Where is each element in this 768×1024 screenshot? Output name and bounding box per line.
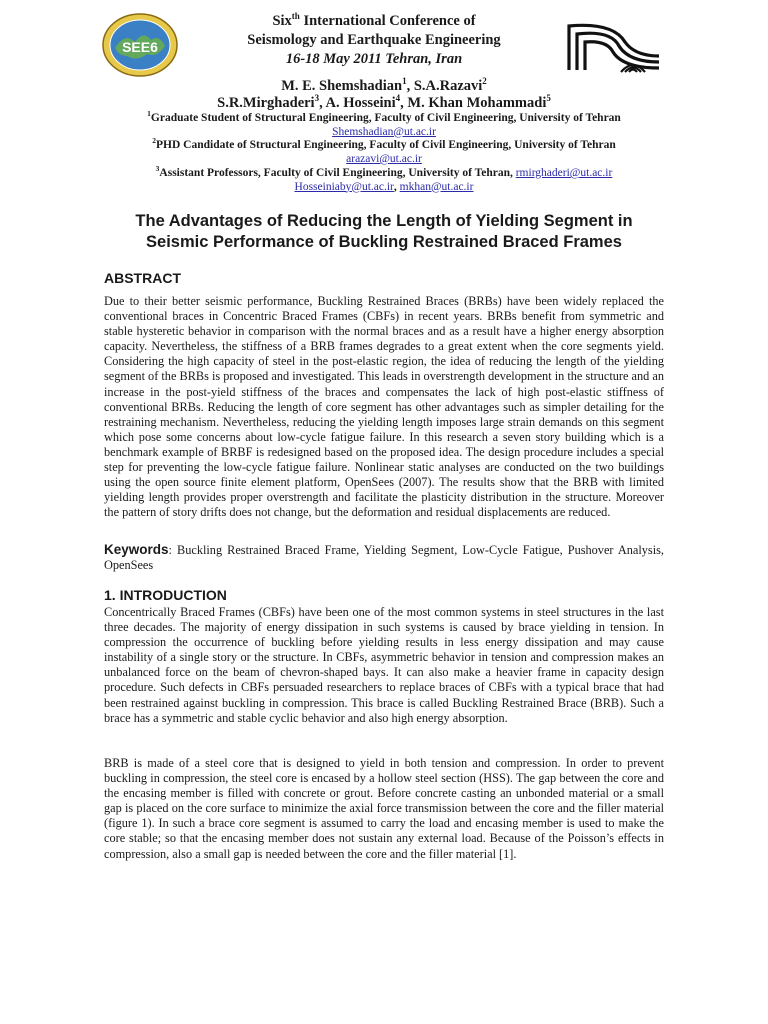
introduction-paragraph-2: BRB is made of a steel core that is designed to yield in both tension and compression. In order to prevent buckling in compression, the steel core is encased by a hollow steel section (HSS). The gap between the core and the encasing member is filled with concrete or grout. Before concrete casting an unbonded material or a small gap is placed on the core surface to minimize the axial force transmission between the core and the filler material (figure 1). In such a brace core segment is assumed to carry the load and encasing member is used to make the core stable; so that the encasing member does not sustain any external load. Because of the Poisson’s effects in compression, also a small gap is needed between the core and the filler material [1]. [104,756,664,861]
affiliation-3 [60,163,708,181]
author-name: , M. Khan Mohammadi [400,95,547,111]
email-link[interactable]: mkhan@ut.ac.ir [399,180,474,193]
conference-header [190,12,558,69]
email-link[interactable]: Shemshadian@ut.ac.ir [332,125,436,138]
abstract-heading: ABSTRACT [104,270,181,286]
affiliation-1 [60,109,708,126]
email-link[interactable]: rmirghaderi@ut.ac.ir [515,166,613,179]
conf-ordinal: Six [272,13,292,29]
author-name: , A. Hosseini [319,95,396,111]
introduction-paragraph-1: Concentrically Braced Frames (CBFs) have been one of the most common systems in steel structures in the last three decades. The majority of energy dissipation in such systems is caused by brace yielding in tension. In compression the occurrence of buckling before yielding results in less energy dissipation and may cause instability of a single story or the structure. In CBFs, asymmetric behavior in tension and compression makes an unbalanced force on the beam of chevron-shaped bays. It can also make a heavier frame in capacity design procedure. Such defects in CBFs persuaded researchers to replace braces of CBFs with a typical brace that had been restrained against buckling in compression. This brace is called Buckling Restrained Brace (BRB). Such a brace has a symmetric and stable cyclic behavior and also high energy absorption. [104,605,664,725]
aff-sup: 3 [155,163,160,173]
keywords [104,542,664,573]
author-line1 [60,78,708,95]
author-line2 [60,95,708,112]
title-line2: Seismic Performance of Buckling Restrained Braced Frames [146,233,622,251]
conf-line1-rest: International Conference of [299,13,476,29]
aff-text: Assistant Professors, Faculty of Civil Engineering, University of Tehran, [159,166,516,179]
introduction-heading: 1. INTRODUCTION [104,587,227,603]
author-sup: 2 [482,76,487,87]
conference-logo [101,12,179,78]
aff-sup: 1 [147,109,151,119]
conference-title-line2: Seismology and Earthquake Engineering [247,32,501,48]
paper-title [60,211,708,253]
keywords-text: : Buckling Restrained Braced Frame, Yielding Segment, Low-Cycle Fatigue, Pushover Analysis, OpenSees [104,543,664,573]
affiliation-2 [60,136,708,153]
author-name: M. E. Shemshadian [281,78,403,94]
author-name: , S.A.Razavi [406,78,483,94]
seismic-logo [563,16,665,74]
aff-sup: 2 [152,136,157,146]
author-list [60,78,708,112]
conf-ordinal-sup: th [291,11,300,22]
keywords-label: Keywords [104,542,169,557]
logo-text: SEE6 [122,39,158,55]
author-sup: 4 [395,93,401,104]
email-separator: , [393,180,400,193]
abstract-text: Due to their better seismic performance, Buckling Restrained Braces (BRBs) have been widely replaced the conventional braces in Concentric Braced Frames (CBFs) in recent years. BRBs benefit from symmetric and stable hysteretic behavior in comparison with the normal braces and as a result have a higher energy absorption capacity. Nevertheless, the stiffness of a BRB frames degrades to a great extent when the core segments yield. Considering the high capacity of steel in the post-elastic region, the idea of reducing the length of the yielding segment of the BRBs is proposed and investigated. This leads in overstrength development in the structure and an increase in the post-yield stiffness of the braces and compensates the lack of high post-elastic stiffness of conventional BRBs. Reducing the length of core segment has other advantages such as simpler detailing for the restraining mechanism. Nevertheless, reducing the yielding length imposes large strain demands on this segment which pose some concerns about low-cycle fatigue failure. In this research a seven story building which is a benchmark example of BRBF is redesigned based on the proposed idea. The design procedure includes a special step for preventing the low-cycle fatigue failure. Nonlinear static analyses are conducted on the two buildings using the open source finite element platform, OpenSees (2007). The results show that the BRB with limited yielding length provides proper overstrength and facilitate the plasticity distribution in the structure. Moreover the pattern of story drifts does not change, but the deformation and residual displacements are reduced. [104,294,664,520]
author-name: S.R.Mirghaderi [217,95,315,111]
author-sup: 3 [314,93,320,104]
aff-text: Graduate Student of Structural Engineering, Faculty of Civil Engineering, University of Tehran [150,112,621,124]
conference-date: 16-18 May 2011 Tehran, Iran [285,51,463,67]
title-line1: The Advantages of Reducing the Length of Yielding Segment in [135,212,633,230]
author-sup: 1 [402,76,407,87]
affiliations [60,109,708,194]
aff-text: PHD Candidate of Structural Engineering, Faculty of Civil Engineering, University of Tehran [156,139,616,152]
email-link[interactable]: arazavi@ut.ac.ir [346,153,422,166]
author-sup: 5 [546,93,551,104]
email-link[interactable]: Hosseiniaby@ut.ac.ir [294,180,394,193]
conference-title-line1 [190,12,558,31]
